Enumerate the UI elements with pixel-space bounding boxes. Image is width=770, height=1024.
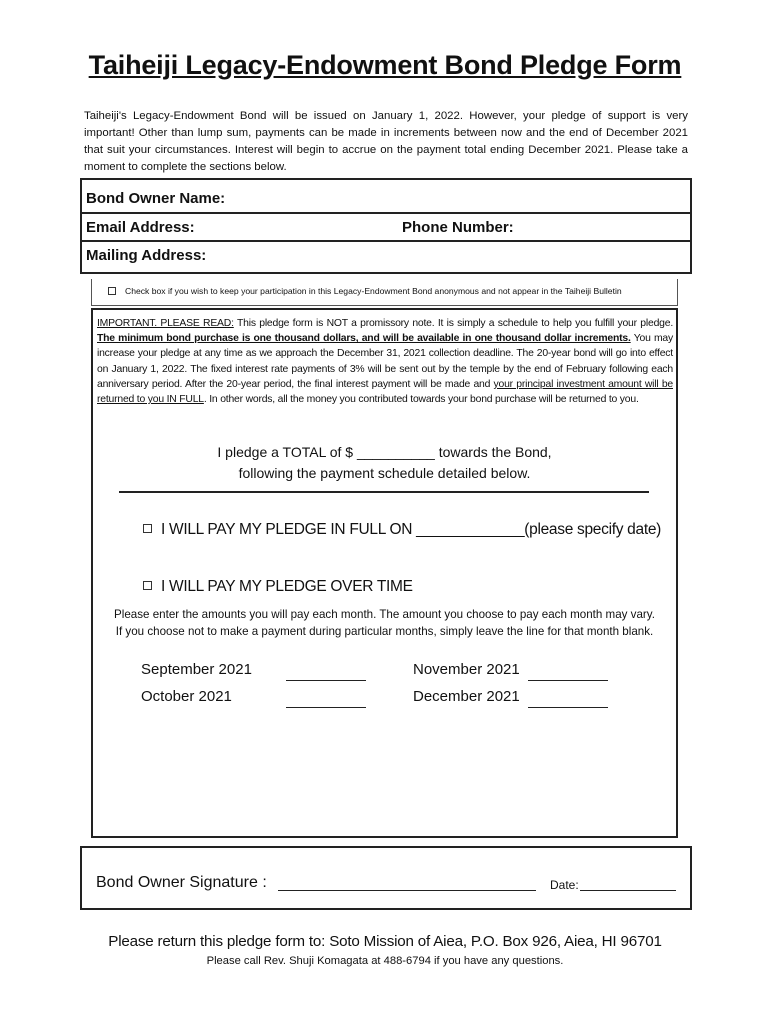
pledge-section <box>91 308 678 838</box>
section-divider <box>119 491 649 493</box>
pay-in-full-checkbox[interactable] <box>143 524 152 533</box>
anonymous-option-box <box>91 279 678 306</box>
month-label-october: October 2021 <box>141 688 232 705</box>
important-text-3: . In other words, all the money you contributed towards your bond purchase will be returned to you. <box>203 394 639 406</box>
return-address: Please return this pledge form to: Soto Mission of Aiea, P.O. Box 926, Aiea, HI 96701 <box>108 933 662 950</box>
date-label: Date: <box>550 878 579 892</box>
month-amount-november[interactable] <box>528 680 608 681</box>
principal-return-note: your principal investment amount will be returned to you IN FULL <box>97 378 673 406</box>
pay-in-full-option[interactable] <box>143 521 661 539</box>
important-notice <box>97 316 673 407</box>
signature-label: Bond Owner Signature : <box>96 874 267 891</box>
payment-instructions <box>93 607 676 640</box>
important-text-1: This pledge form is NOT a promissory note. It is simply a schedule to help you fulfill your pledge. <box>233 318 673 329</box>
important-text-2: You may increase your pledge at any time as we approach the December 31, 2021 collection deadline. The 20-year bond will go into effect on January 1, 2022. The fixed interest rate payments of 3% will be sent out by the temple by the end of February following each anniversary period. After the 20-year period, the final interest payment will be made and <box>97 333 674 390</box>
pledge-schedule-line: following the payment schedule detailed below. <box>238 465 531 481</box>
instructions-line-1: Please enter the amounts you will pay each month. The amount you choose to pay each month may vary. <box>114 608 655 621</box>
pay-over-time-label: I WILL PAY MY PLEDGE OVER TIME <box>161 578 413 595</box>
form-title: Taiheiji Legacy-Endowment Bond Pledge Form <box>88 50 682 80</box>
pledge-total-statement <box>93 442 676 484</box>
instructions-line-2: If you choose not to make a payment during particular months, simply leave the line for that month blank. <box>115 624 654 638</box>
email-field[interactable]: Email Address: <box>86 219 195 236</box>
mailing-address-field[interactable] <box>82 242 690 272</box>
anonymous-checkbox[interactable] <box>108 287 116 295</box>
signature-box <box>80 846 692 910</box>
pay-in-full-label: I WILL PAY MY PLEDGE IN FULL ON _____________(please specify date) <box>161 521 662 538</box>
phone-field[interactable]: Phone Number: <box>402 219 514 236</box>
month-amount-october[interactable] <box>286 707 366 708</box>
owner-name-label: Bond Owner Name: <box>86 190 226 207</box>
mailing-address-label: Mailing Address: <box>86 247 207 264</box>
month-label-september: September 2021 <box>141 661 252 678</box>
owner-name-field[interactable] <box>82 184 690 214</box>
important-heading: IMPORTANT. PLEASE READ: <box>97 318 234 329</box>
owner-info-box <box>80 178 692 274</box>
date-field[interactable] <box>580 890 676 891</box>
pledge-total-line[interactable]: I pledge a TOTAL of $ __________ towards the Bond, <box>217 444 552 460</box>
month-amount-december[interactable] <box>528 707 608 708</box>
month-label-december: December 2021 <box>413 688 520 705</box>
minimum-purchase-note: The minimum bond purchase is one thousand dollars, and will be available in one thousand dollar increments. <box>97 333 631 345</box>
anonymous-label: Check box if you wish to keep your participation in this Legacy-Endowment Bond anonymous and not appear in the Taiheiji Bulletin <box>125 286 622 296</box>
pay-over-time-option[interactable] <box>143 578 413 596</box>
signature-field[interactable] <box>278 890 536 891</box>
contact-note: Please call Rev. Shuji Komagata at 488-6794 if you have any questions. <box>206 955 564 967</box>
email-phone-row <box>82 214 690 242</box>
intro-paragraph: Taiheiji's Legacy-Endowment Bond will be issued on January 1, 2022. However, your pledge of support is very important! Other than lump sum, payments can be made in increments between now and the end of December 2021 that suit your circumstances. Interest will begin to accrue on the payment total ending December 2021. Please take a moment to complete the sections below. <box>84 110 688 173</box>
pay-over-time-checkbox[interactable] <box>143 581 152 590</box>
month-amount-september[interactable] <box>286 680 366 681</box>
anonymous-option <box>108 286 622 296</box>
month-label-november: November 2021 <box>413 661 520 678</box>
